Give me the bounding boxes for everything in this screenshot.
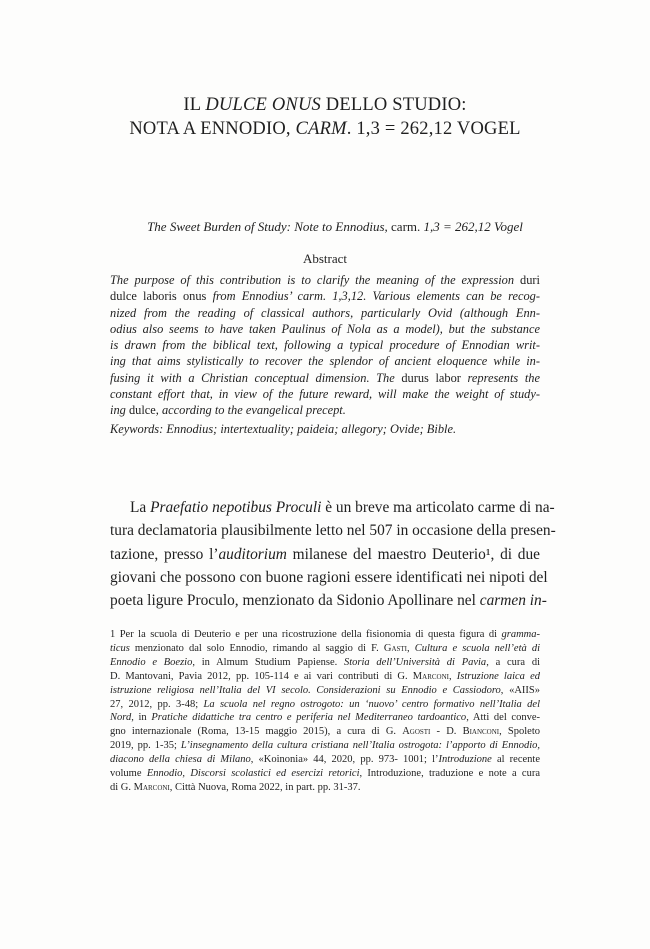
- footnote: [110, 628, 540, 795]
- roman-run: duri: [520, 273, 540, 287]
- footnote-line: [110, 725, 540, 739]
- title-italic: DULCE ONUS: [205, 95, 321, 115]
- abstract-line: [110, 386, 540, 402]
- italic-run: Praefatio nepotibus Proculi: [150, 499, 322, 516]
- text-run: La: [130, 499, 151, 516]
- roman-run: dulce: [128, 403, 156, 418]
- text-run: , Spoleto: [499, 726, 540, 738]
- text-run: 2019, pp. 1-35;: [110, 740, 181, 752]
- footnote-line: [110, 656, 540, 670]
- text-run: , Atti del conve-: [466, 712, 540, 724]
- body-line: [110, 496, 555, 519]
- title-italic: CARM: [295, 119, 347, 139]
- text-run: nized from the reading of classical authors, particularly Ovid (although Enn-: [110, 305, 540, 320]
- abstract-line: [110, 321, 540, 337]
- text-run: tazione, presso l’: [110, 545, 219, 563]
- italic-run: auditorium: [218, 545, 287, 563]
- text-run: , in: [131, 712, 152, 724]
- text-run: - D.: [430, 726, 463, 738]
- article-title-line-2: [0, 117, 650, 141]
- footnote-line: [110, 698, 540, 712]
- small-caps-run: Marconi: [133, 781, 170, 793]
- italic-run: istruzione religiosa nell’Italia del VI secolo. Considerazioni su Ennodio e Cassiodoro: [110, 684, 501, 696]
- roman-run: dulce laboris onus: [110, 289, 207, 304]
- text-run: represents the: [460, 370, 540, 385]
- italic-run: carmen in-: [479, 592, 547, 610]
- abstract-heading: Abstract: [302, 251, 348, 266]
- footnote-line: [110, 711, 540, 725]
- article-title-line-1: [0, 93, 650, 117]
- text-run: 1 Per la scuola di Deuterio e per una ricostruzione della fisionomia di questa figura di: [110, 629, 502, 640]
- footnote-line: [110, 781, 540, 795]
- abstract-text: [110, 272, 540, 419]
- italic-run: Istruzione laica ed: [456, 670, 541, 682]
- title-text: . 1,3 = 262,12 VOGEL: [346, 119, 521, 139]
- footnote-line: [110, 642, 540, 656]
- text-run: ing: [110, 403, 129, 418]
- abstract-line: [110, 305, 540, 321]
- italic-run: gramma-: [501, 629, 540, 640]
- body-line: [110, 519, 556, 542]
- text-run: al recente: [491, 754, 540, 766]
- title-text: DELLO STUDIO:: [320, 95, 467, 115]
- italic-run: La scuola nel regno ostrogoto: un ‘nuovo’ centro formativo nell’Italia del: [203, 698, 541, 710]
- abstract-line: [110, 272, 540, 288]
- small-caps-run: Marconi: [412, 670, 449, 682]
- footnote-line: [110, 684, 540, 698]
- text-run: odius also seems to have taken Paulinus of Nola as a model), but the substance: [110, 321, 540, 336]
- text-run: è un breve ma articolato carme di na-: [321, 499, 555, 516]
- text-run: ing that aims stylistically to recover the splendor of ancient eloquence while in-: [110, 354, 540, 369]
- italic-run: Nord: [110, 712, 132, 724]
- text-run: , Città Nuova, Roma 2022, in part. pp. 31-37.: [169, 781, 361, 793]
- english-subtitle: [110, 219, 560, 235]
- text-run: is drawn from the biblical text, following a typical procedure of Ennodian writ-: [110, 338, 540, 353]
- text-run: D. Mantovani, Pavia 2012, pp. 105-114 e ai vari contributi di G.: [110, 670, 413, 682]
- text-run: di G.: [110, 781, 134, 793]
- subtitle-roman: carm.: [391, 219, 421, 234]
- abstract-line: [110, 402, 540, 418]
- small-caps-run: Agosti: [402, 726, 431, 738]
- roman-run: durus labor: [401, 370, 461, 385]
- body-line: [110, 589, 547, 612]
- text-run: The purpose of this contribution is to clarify the meaning of the expression: [110, 273, 521, 287]
- body-line: [110, 566, 548, 589]
- text-run: ,: [407, 642, 415, 654]
- italic-run: Ennodio, Discorsi scolastici ed esercizi retorici: [146, 768, 360, 780]
- subtitle-text: 1,3 = 262,12 Vogel: [420, 219, 523, 234]
- article-title: [0, 93, 650, 141]
- text-run: poeta ligure Proculo, menzionato da Sidonio Apollinare nel: [110, 592, 480, 610]
- abstract-line: [110, 370, 540, 386]
- text-run: constant effort that, in view of the future reward, will make the weight of study-: [110, 387, 540, 402]
- italic-run: L’insegnamento della cultura cristiana nell’Italia ostrogota: l’apporto di Ennodio,: [180, 740, 541, 752]
- text-run: ,: [448, 670, 457, 682]
- text-run: , «AIIS»: [500, 684, 540, 696]
- italic-run: Ennodio e Boezio: [110, 656, 193, 668]
- body-paragraph: [110, 496, 556, 612]
- title-text: NOTA A ENNODIO,: [129, 119, 296, 139]
- text-run: volume: [110, 768, 147, 780]
- text-run: 27, 2012, pp. 3-48;: [110, 698, 204, 710]
- footnote-line: [110, 767, 540, 781]
- text-run: tura declamatoria plausibilmente letto nel 507 in occasione della presen-: [110, 522, 556, 540]
- text-run: milanese del maestro Deuterio¹, di due: [286, 545, 540, 563]
- abstract-line: [110, 353, 540, 369]
- italic-run: diacono della chiesa di Milano: [110, 754, 251, 766]
- text-run: , according to the evangelical precept.: [155, 403, 346, 418]
- subtitle-text: The Sweet Burden of Study: Note to Ennodius,: [147, 219, 392, 234]
- abstract-line: [110, 288, 540, 304]
- footnote-line: [110, 628, 540, 642]
- text-run: , Introduzione, traduzione e note a cura: [359, 768, 541, 780]
- footnote-line: [110, 739, 540, 753]
- text-run: , a cura di: [486, 656, 540, 668]
- text-run: , «Koinonia» 44, 2020, pp. 973- 1001; l’: [250, 754, 439, 766]
- abstract-line: [110, 337, 540, 353]
- keywords: Keywords: Ennodius; intertextuality; paideia; allegory; Ovide; Bible.: [110, 422, 457, 436]
- small-caps-run: Gasti: [383, 642, 408, 654]
- italic-run: ticus: [110, 642, 130, 654]
- italic-run: Storia dell’Università di Pavia: [344, 656, 487, 668]
- text-run: , in Almum Studium Papiense.: [192, 656, 344, 668]
- footnote-line: [110, 670, 540, 684]
- small-caps-run: Bianconi: [462, 726, 500, 738]
- text-run: fusing it with a Christian conceptual dimension. The: [110, 370, 402, 385]
- italic-run: Cultura e scuola nell’età di: [414, 642, 540, 654]
- body-line: [110, 543, 540, 566]
- text-run: menzionato dal solo Ennodio, rimando al saggio di F.: [129, 642, 384, 654]
- title-text: IL: [183, 95, 206, 115]
- text-run: from Ennodius’ carm. 1,3,12. Various elements can be recog-: [206, 289, 540, 304]
- footnote-line: [110, 753, 540, 767]
- text-run: giovani che possono con buone ragioni essere identificati nei nipoti del: [110, 568, 548, 586]
- italic-run: Introduzione: [438, 754, 492, 766]
- italic-run: Pratiche didattiche tra centro e periferia nel Mediterraneo tardoantico: [151, 712, 467, 724]
- text-run: gno internazionale (Roma, 13-15 maggio 2015), a cura di G.: [110, 726, 403, 738]
